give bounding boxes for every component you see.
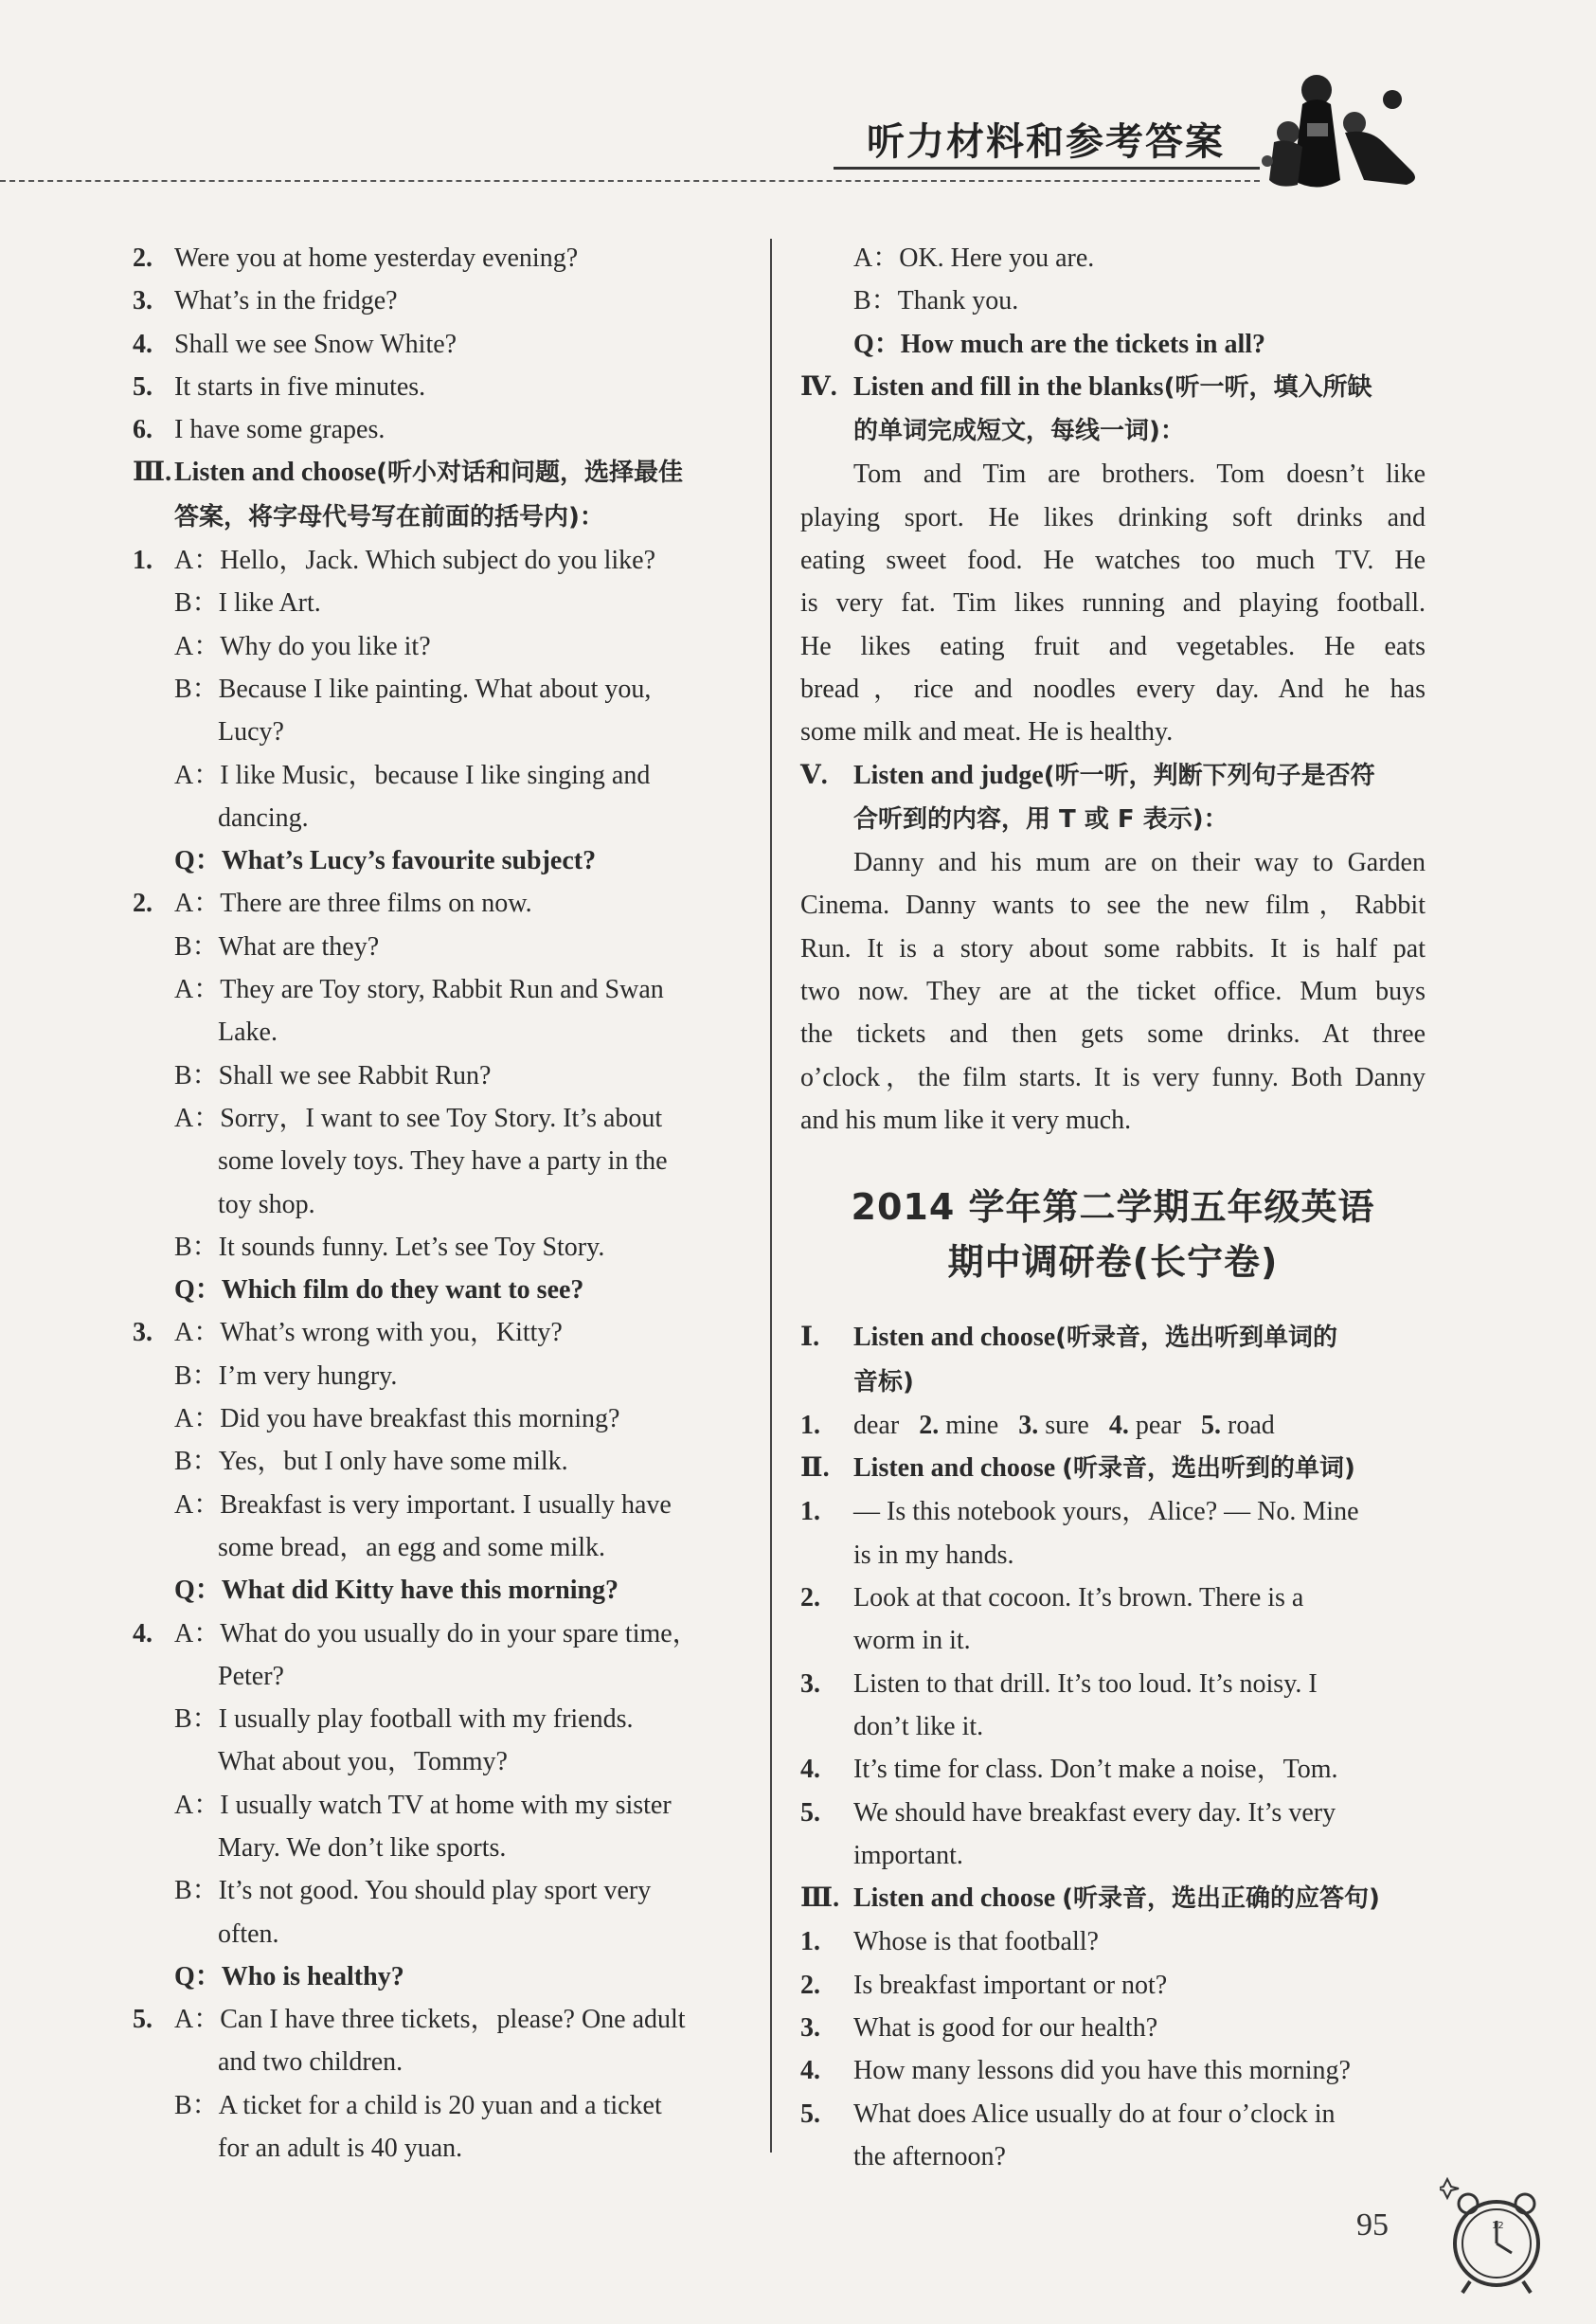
cartoon-kids-icon [1250,66,1430,199]
dialogue-line: toy shop. [218,1189,315,1219]
dialogue-line: Lucy? [218,717,284,748]
section-heading [800,1316,1426,1360]
section-instruction-cont [800,1360,1426,1404]
list-item-cont: the afternoon? [853,2141,1006,2171]
item-number: 6. [133,415,152,445]
dialogue-line: A：Did you have breakfast this morning? [174,1404,620,1434]
section-instruction-cont [133,495,748,539]
word: dear [853,1410,900,1440]
section-title: Listen and choose [853,1453,1056,1484]
dialogue-question: Q：Which film do they want to see? [174,1275,584,1306]
dialogue-line [133,1311,748,1354]
item-number: 4. [133,329,152,359]
section-number: Ⅴ. [800,760,828,790]
dialogue-line [133,882,748,925]
word: road [1228,1410,1275,1440]
section-title: Listen and choose [174,458,377,488]
list-item-cont: don’t like it. [853,1711,984,1741]
section-number: Ⅳ. [800,371,837,402]
item-text: What is good for our health? [853,2012,1158,2043]
list-item [133,408,748,451]
passage-line: and his mum like it very much. [800,1105,1132,1135]
item-text: Whose is that football? [853,1927,1099,1957]
dialogue-line: A：OK. Here you are. [853,243,1095,273]
page-number: 95 [1356,2207,1389,2243]
dialogue-line: B：I’m very hungry. [174,1360,398,1391]
section-title: Listen and choose [853,1883,1056,1914]
section-instruction: (听小对话和问题，选择最佳 [376,459,684,488]
item-number: 5. [800,2099,820,2129]
dialogue-text: A：What’s wrong with you，Kitty? [174,1318,563,1348]
word: sure [1045,1410,1089,1440]
section-instruction: (听一听，判断下列句子是否符 [1043,761,1375,790]
dialogue-number: 4. [133,1618,152,1648]
header-title: 听力材料和参考答案 [867,120,1225,164]
dialogue-line: Peter? [218,1661,284,1691]
section-heading [800,754,1426,798]
passage-line: He likes eating fruit and vegetables. He eats [800,631,1426,661]
dialogue-line: What about you，Tommy? [218,1747,508,1777]
section-instruction: (听一听，填入所缺 [1163,372,1372,402]
passage-line: the tickets and then gets some drinks. At three [800,1019,1426,1050]
dialogue-question: Q：How much are the tickets in all? [853,329,1266,359]
item-number: 3. [800,2012,820,2043]
item-text: Listen to that drill. It’s too loud. It’s noisy. I [853,1668,1318,1699]
item-number: 2. [800,1970,820,2000]
dialogue-line: A：Sorry，I want to see Toy Story. It’s about [174,1103,663,1133]
passage-line: some milk and meat. He is healthy. [800,717,1174,748]
dialogue-text: A：There are three films on now. [174,889,532,919]
section-number: Ⅲ. [800,1883,840,1914]
dialogue-line: A：I like Music，because I like singing and [174,760,651,790]
dialogue-line: often. [218,1919,279,1949]
dialogue-line: and two children. [218,2047,403,2078]
section-title: Listen and fill in the blanks [853,371,1164,402]
dialogue-line: for an adult is 40 yuan. [218,2134,463,2164]
dialogue-number: 5. [133,2005,152,2035]
section-instruction: (听录音，选出正确的应答句) [1062,1884,1380,1914]
section-instruction-cont [800,798,1426,841]
section-instruction: 的单词完成短文，每线一词)： [853,417,1185,446]
item-number: 2. [800,1583,820,1613]
dialogue-line: some bread，an egg and some milk. [218,1532,606,1562]
dialogue-line [133,1998,748,2041]
item-number: 3. [1018,1410,1039,1440]
list-item [800,1792,1426,1834]
word: mine [945,1410,999,1440]
list-item [800,1964,1426,2007]
dialogue-text: A：What do you usually do in your spare time， [174,1618,699,1648]
left-column [133,237,748,2170]
dialogue-line: Mary. We don’t like sports. [218,1832,507,1863]
dialogue-line: B：A ticket for a child is 20 yuan and a ticket [174,2090,662,2120]
dialogue-number: 3. [133,1318,152,1348]
dialogue-line: dancing. [218,802,309,833]
dialogue-line: B：What are they? [174,931,380,962]
item-text: How many lessons did you have this morning? [853,2056,1351,2086]
dialogue-line: B：Shall we see Rabbit Run? [174,1060,492,1090]
item-number: 3. [133,286,152,316]
dialogue-line: A：They are Toy story, Rabbit Run and Swan [174,975,664,1005]
item-text: It’s time for class. Don’t make a noise，Tom. [853,1755,1338,1785]
section-title: Listen and judge [853,760,1044,790]
section-heading [800,366,1426,409]
item-number: 4. [1108,1410,1129,1440]
list-item [800,1663,1426,1705]
dialogue-text: A：Hello，Jack. Which subject do you like? [174,546,656,576]
passage-line: Run. It is a story about some rabbits. It is half pat [800,933,1426,964]
passage [800,453,1426,753]
passage-line: eating sweet food. He watches too much TV. He [800,546,1426,576]
section-instruction: 合听到的内容，用 T 或 F 表示)： [853,804,1228,834]
dialogue-question: Q：Who is healthy? [174,1961,404,1991]
dialogue-line: A：Breakfast is very important. I usually have [174,1489,672,1520]
list-item [800,1748,1426,1791]
dialogue-line [133,1612,748,1655]
list-item [133,323,748,366]
dialogue-line: B：Yes，but I only have some milk. [174,1447,568,1477]
section-heading [133,451,748,495]
right-column [800,237,1426,2178]
list-item [800,1490,1426,1533]
item-text: I have some grapes. [174,415,386,445]
item-number: 2. [919,1410,940,1440]
dialogue-line: B：I usually play football with my friends. [174,1704,634,1735]
item-text: It starts in five minutes. [174,371,426,402]
list-item [800,1920,1426,1963]
list-item-cont: important. [853,1840,963,1870]
section-instruction: (听录音，选出听到的单词) [1062,1454,1355,1484]
dialogue-line: B：It sounds funny. Let’s see Toy Story. [174,1232,605,1262]
list-item [800,2093,1426,2135]
item-text: Shall we see Snow White? [174,329,457,359]
section-title: Listen and choose [853,1323,1056,1353]
item-text: What’s in the fridge? [174,286,398,316]
section-instruction: (听录音，选出听到单词的 [1055,1324,1338,1353]
item-text: What does Alice usually do at four o’clock in [853,2099,1336,2129]
section-number: Ⅲ. [133,458,172,488]
section-number: Ⅱ. [800,1453,830,1484]
list-item [133,366,748,408]
section-instruction-cont [800,409,1426,453]
passage-line: is very fat. Tim likes running and playing football. [800,588,1426,619]
item-text: Were you at home yesterday evening? [174,243,579,273]
dialogue-line: B：It’s not good. You should play sport very [174,1876,652,1906]
alarm-clock-icon [1440,2170,1553,2297]
item-text: Is breakfast important or not? [853,1970,1168,2000]
passage-line: Tom and Tim are brothers. Tom doesn’t like [853,459,1426,490]
passage-line: Cinema. Danny wants to see the new film，Rabbit [800,891,1426,921]
section-instruction: 音标) [853,1367,914,1396]
item-number: 1. [800,1497,820,1527]
dialogue-line: A：Why do you like it? [174,631,431,661]
passage-line: Danny and his mum are on their way to Garden [853,848,1426,878]
item-number: 1. [800,1927,820,1957]
passage-line: two now. They are at the ticket office. Mum buys [800,977,1426,1007]
list-item [133,279,748,322]
item-text: — Is this notebook yours，Alice? — No. Mine [853,1497,1359,1527]
exam-title: 2014 学年第二学期五年级英语 [851,1186,1375,1229]
dialogue-number: 2. [133,889,152,919]
dialogue-line: B：I like Art. [174,588,321,619]
list-item-cont: is in my hands. [853,1540,1014,1570]
item-text: Look at that cocoon. It’s brown. There is a [853,1583,1304,1613]
section-heading [800,1877,1426,1920]
dialogue-question: Q：What’s Lucy’s favourite subject? [174,846,597,876]
dialogue-line: B：Because I like painting. What about you, [174,674,652,704]
column-divider [770,239,772,2153]
dialogue-line: B：Thank you. [853,286,1019,316]
item-text: We should have breakfast every day. It’s very [853,1797,1336,1828]
passage-line: o’clock，the film starts. It is very funny. Both Danny [800,1062,1426,1092]
dialogue-line [133,539,748,582]
list-item [800,2049,1426,2092]
dialogue-text: A：Can I have three tickets，please? One adult [174,2005,686,2035]
passage-line: bread，rice and noodles every day. And he has [800,674,1426,704]
item-number: 5. [1201,1410,1222,1440]
item-number: 4. [800,1755,820,1785]
item-number: 5. [133,371,152,402]
list-item-cont: worm in it. [853,1626,971,1656]
svg-text:12: 12 [1492,2221,1504,2231]
item-number: 4. [800,2056,820,2086]
passage [800,841,1426,1142]
header-rule [834,167,1260,170]
header-dashed-rule [0,180,1260,182]
dialogue-number: 1. [133,546,152,576]
dialogue-line: some lovely toys. They have a party in the [218,1146,668,1177]
list-item [133,237,748,279]
word-list [800,1404,1426,1447]
exam-subtitle: 期中调研卷(长宁卷) [947,1241,1279,1284]
section-heading [800,1447,1426,1490]
section-number: Ⅰ. [800,1323,820,1353]
dialogue-line: Lake. [218,1018,278,1048]
dialogue-line: A：I usually watch TV at home with my sister [174,1790,672,1820]
item-number: 5. [800,1797,820,1828]
list-item [800,2007,1426,2049]
word: pear [1135,1410,1182,1440]
dialogue-question: Q：What did Kitty have this morning? [174,1576,619,1606]
section-instruction: 答案，将字母代号写在前面的括号内)： [174,502,604,531]
item-number: 2. [133,243,152,273]
item-number: 1. [800,1410,820,1440]
item-number: 3. [800,1668,820,1699]
list-item [800,1576,1426,1619]
passage-line: playing sport. He likes drinking soft drinks and [800,502,1426,532]
